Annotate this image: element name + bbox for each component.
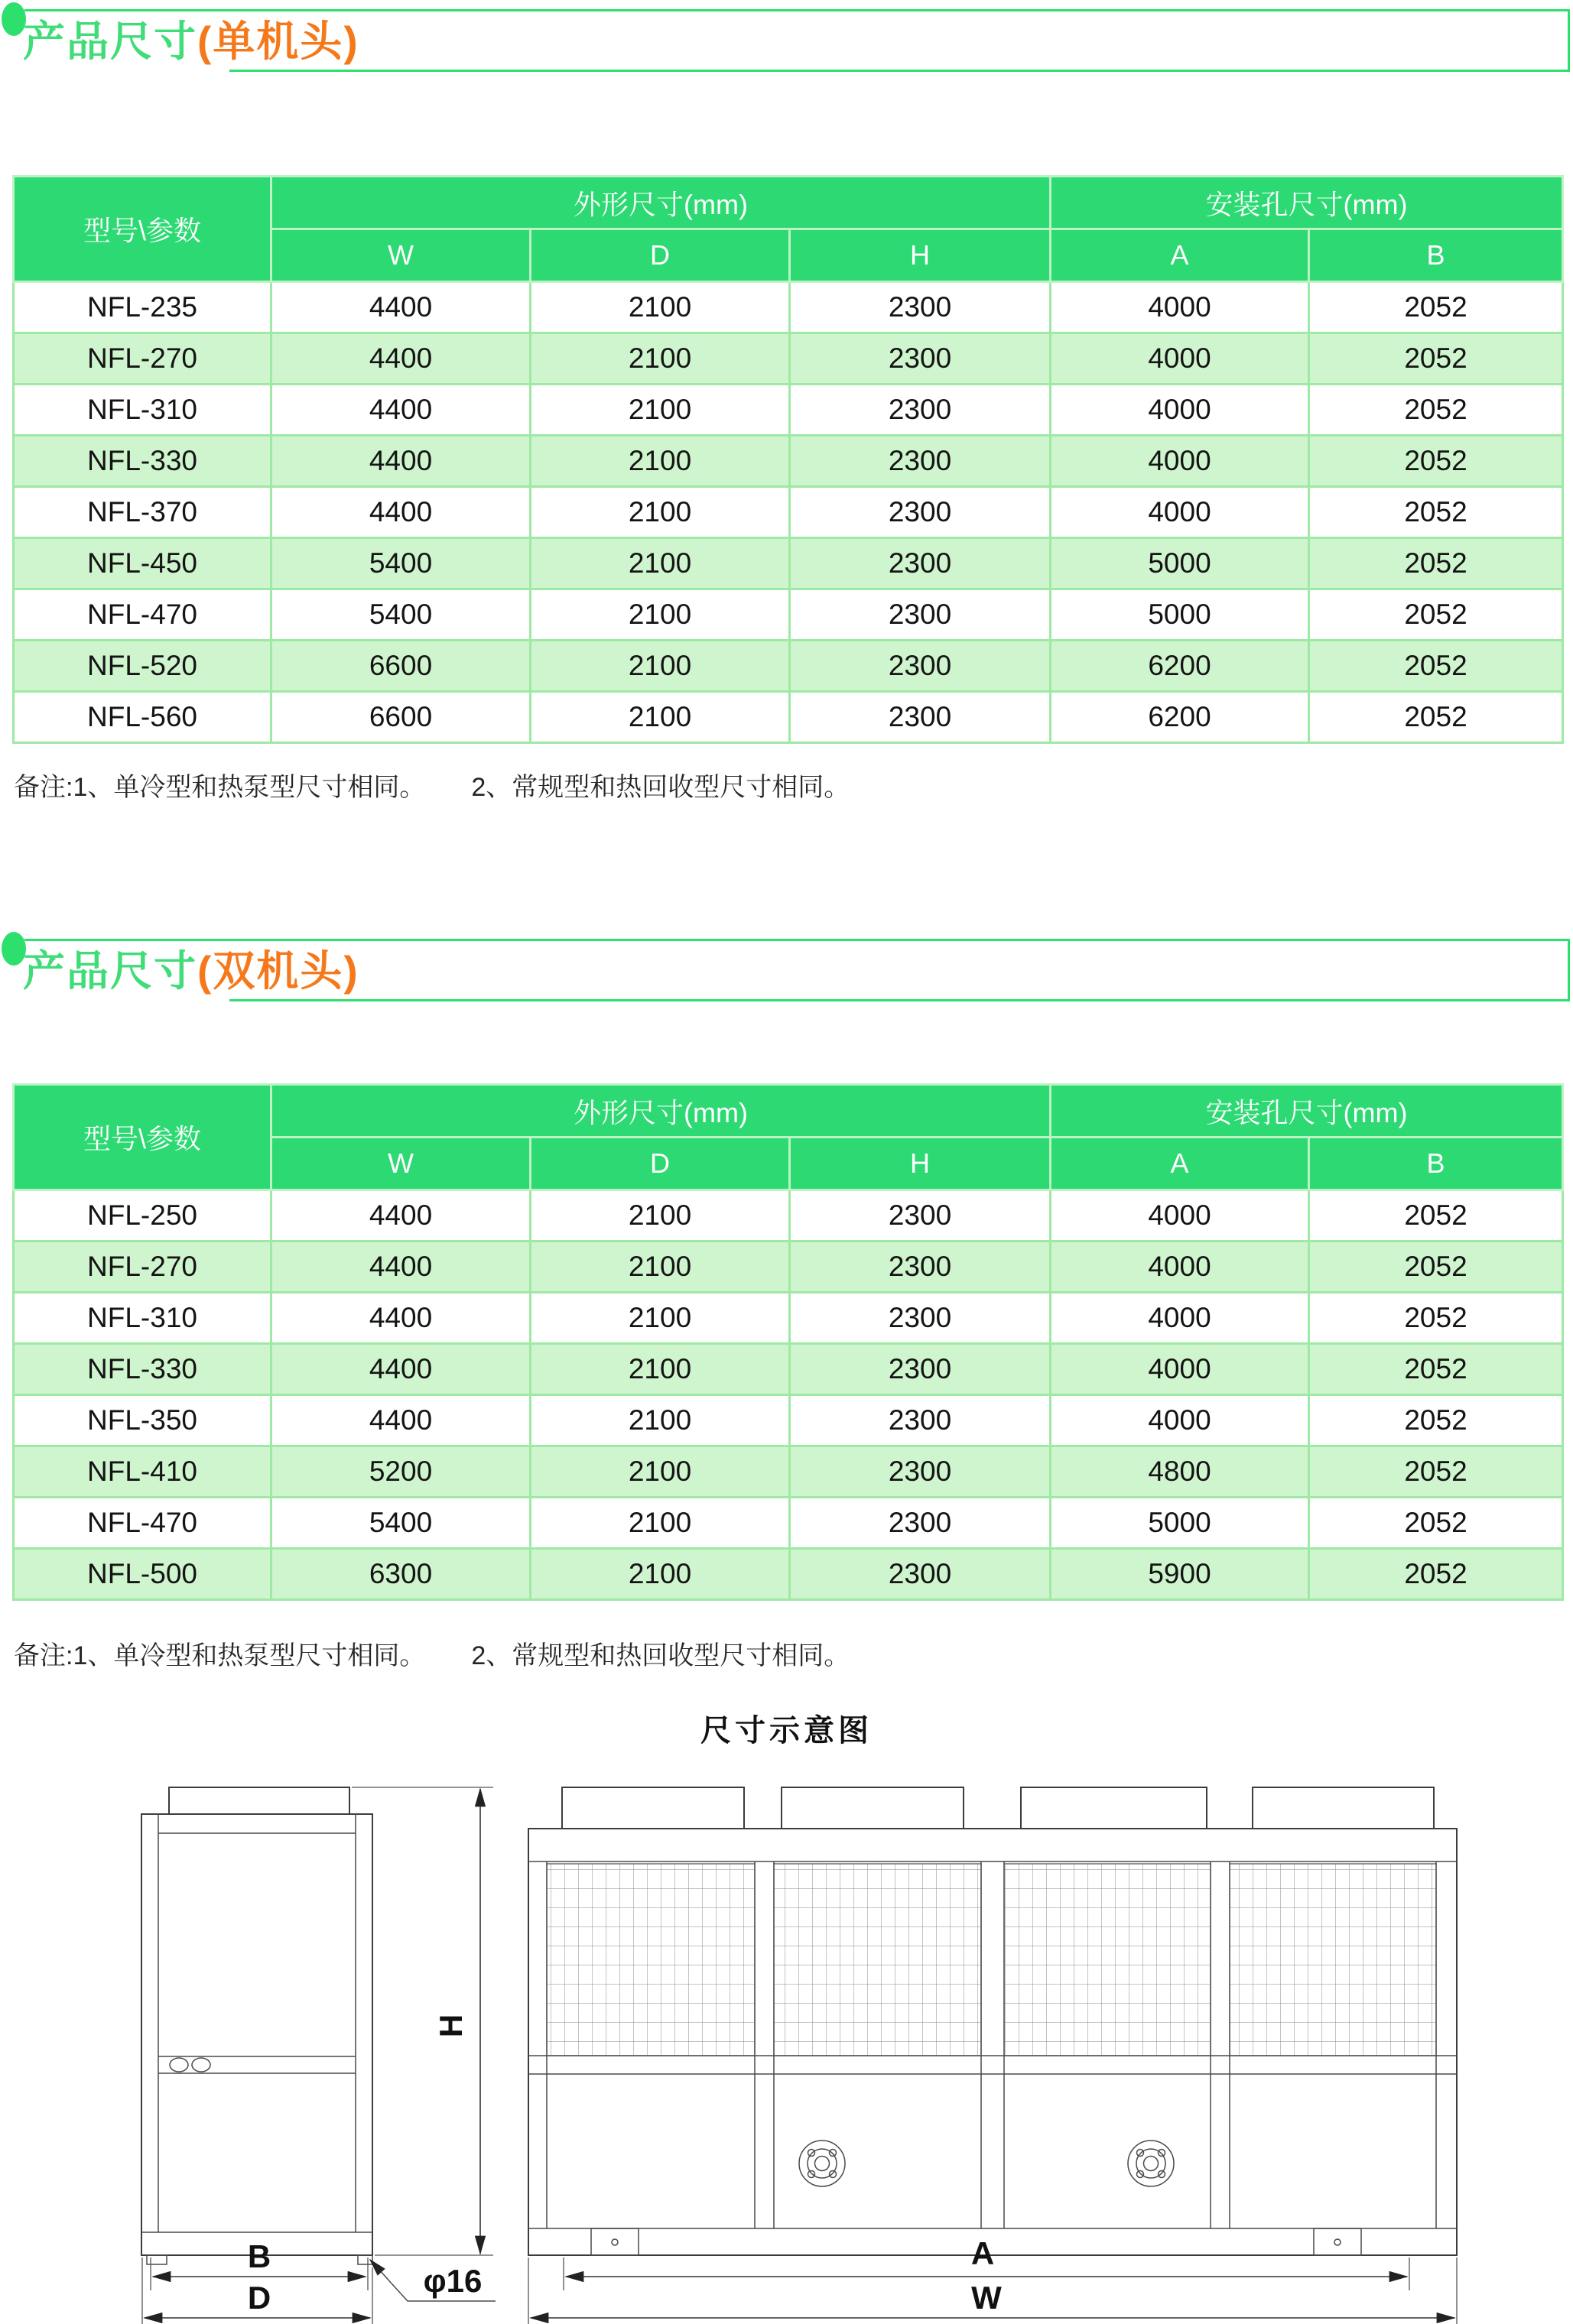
value-cell: 2100 <box>531 487 790 538</box>
col-header-a: A <box>1051 229 1309 282</box>
col-header-a: A <box>1051 1138 1309 1190</box>
value-cell: 4400 <box>271 282 531 333</box>
value-cell: 4400 <box>271 1293 531 1344</box>
model-param-header: 型号\参数 <box>14 177 271 282</box>
value-cell: 2052 <box>1309 282 1563 333</box>
model-cell: NFL-310 <box>14 385 271 436</box>
model-cell: NFL-350 <box>14 1395 271 1446</box>
value-cell: 2300 <box>790 538 1051 589</box>
value-cell: 4400 <box>271 1190 531 1242</box>
value-cell: 2052 <box>1309 1344 1563 1395</box>
table-row <box>14 641 1563 692</box>
dim-label-w: W <box>971 2280 1002 2316</box>
value-cell: 4400 <box>271 385 531 436</box>
col-header-b: B <box>1309 229 1563 282</box>
value-cell: 2100 <box>531 641 790 692</box>
outline-group-header: 外形尺寸(mm) <box>271 177 1051 229</box>
diagram-title: 尺寸示意图 <box>700 1714 873 1748</box>
foot <box>147 2255 167 2264</box>
fan-housing <box>782 1787 964 1829</box>
value-cell: 2100 <box>531 282 790 333</box>
table-row <box>14 538 1563 589</box>
dim-label-h: H <box>433 2014 469 2038</box>
value-cell: 2300 <box>790 436 1051 487</box>
model-cell: NFL-330 <box>14 1344 271 1395</box>
value-cell: 2300 <box>790 1446 1051 1498</box>
value-cell: 2052 <box>1309 1242 1563 1293</box>
section-header-double <box>0 930 1573 1021</box>
fan-housing <box>169 1787 349 1814</box>
model-cell: NFL-470 <box>14 589 271 641</box>
model-cell: NFL-370 <box>14 487 271 538</box>
dim-label-phi16: φ16 <box>423 2263 483 2299</box>
model-cell: NFL-520 <box>14 641 271 692</box>
value-cell: 4000 <box>1051 1242 1309 1293</box>
model-cell: NFL-235 <box>14 282 271 333</box>
value-cell: 4800 <box>1051 1446 1309 1498</box>
value-cell: 5400 <box>271 1498 531 1549</box>
value-cell: 4400 <box>271 436 531 487</box>
coil-mesh-panel <box>1230 1864 1436 2056</box>
value-cell: 2300 <box>790 385 1051 436</box>
water-flange <box>1128 2141 1174 2186</box>
outline-group-header: 外形尺寸(mm) <box>271 1085 1051 1138</box>
value-cell: 2300 <box>790 1242 1051 1293</box>
value-cell: 2052 <box>1309 1190 1563 1242</box>
fan-housing <box>1253 1787 1434 1829</box>
mounting-group-header: 安装孔尺寸(mm) <box>1051 177 1563 229</box>
value-cell: 2100 <box>531 333 790 385</box>
header-rule-top <box>24 9 1570 11</box>
value-cell: 2300 <box>790 1293 1051 1344</box>
model-cell: NFL-500 <box>14 1549 271 1600</box>
table-row <box>14 487 1563 538</box>
value-cell: 2100 <box>531 589 790 641</box>
header-rule-underline <box>229 70 1570 72</box>
value-cell: 2052 <box>1309 385 1563 436</box>
value-cell: 4000 <box>1051 1344 1309 1395</box>
title-text-orange: (单机头) <box>197 18 359 65</box>
value-cell: 6200 <box>1051 692 1309 743</box>
value-cell: 2100 <box>531 1344 790 1395</box>
value-cell: 2300 <box>790 1549 1051 1600</box>
header-rule-underline <box>229 999 1570 1001</box>
section-header-single <box>0 0 1573 92</box>
value-cell: 2300 <box>790 589 1051 641</box>
coil-mesh-panel <box>1004 1864 1211 2056</box>
value-cell: 2100 <box>531 692 790 743</box>
value-cell: 2052 <box>1309 1446 1563 1498</box>
value-cell: 2100 <box>531 1293 790 1344</box>
col-header-w: W <box>271 1138 531 1190</box>
remark-part-1: 备注:1、单冷型和热泵型尺寸相同。 <box>14 773 426 802</box>
value-cell: 2300 <box>790 1498 1051 1549</box>
model-cell: NFL-410 <box>14 1446 271 1498</box>
value-cell: 2052 <box>1309 1549 1563 1600</box>
table-row <box>14 1395 1563 1446</box>
value-cell: 2052 <box>1309 1293 1563 1344</box>
table-row <box>14 1190 1563 1242</box>
model-cell: NFL-560 <box>14 692 271 743</box>
value-cell: 2052 <box>1309 1498 1563 1549</box>
header-rule-right <box>1568 9 1570 72</box>
model-cell: NFL-450 <box>14 538 271 589</box>
table-row <box>14 436 1563 487</box>
model-cell: NFL-310 <box>14 1293 271 1344</box>
value-cell: 2052 <box>1309 1395 1563 1446</box>
value-cell: 6300 <box>271 1549 531 1600</box>
value-cell: 6600 <box>271 641 531 692</box>
remark-part-2: 2、常规型和热回收型尺寸相同。 <box>471 773 850 802</box>
remark-part-2: 2、常规型和热回收型尺寸相同。 <box>471 1641 850 1670</box>
table-header <box>14 1085 1563 1190</box>
title-text-green: 产品尺寸 <box>23 947 198 995</box>
mounting-foot <box>591 2228 639 2255</box>
hole-diameter-callout <box>370 2260 496 2301</box>
value-cell: 4400 <box>271 1344 531 1395</box>
remark-part-1: 备注:1、单冷型和热泵型尺寸相同。 <box>14 1641 426 1670</box>
pipe-connection <box>192 2058 210 2072</box>
value-cell: 4000 <box>1051 487 1309 538</box>
value-cell: 5400 <box>271 589 531 641</box>
fan-housing <box>562 1787 744 1829</box>
mounting-hole <box>1334 2239 1341 2245</box>
model-param-header: 型号\参数 <box>14 1085 271 1190</box>
value-cell: 2300 <box>790 487 1051 538</box>
value-cell: 2052 <box>1309 641 1563 692</box>
value-cell: 5000 <box>1051 1498 1309 1549</box>
dimensions-table-single <box>12 175 1564 744</box>
header-rule-top <box>24 939 1570 941</box>
value-cell: 2052 <box>1309 487 1563 538</box>
value-cell: 2100 <box>531 385 790 436</box>
value-cell: 2300 <box>790 641 1051 692</box>
header-rule-right <box>1568 939 1570 1001</box>
value-cell: 2052 <box>1309 538 1563 589</box>
value-cell: 4400 <box>271 1242 531 1293</box>
model-cell: NFL-270 <box>14 333 271 385</box>
pipe-connection <box>170 2058 188 2072</box>
table-row <box>14 333 1563 385</box>
mounting-group-header: 安装孔尺寸(mm) <box>1051 1085 1563 1138</box>
value-cell: 2100 <box>531 436 790 487</box>
table-row <box>14 1498 1563 1549</box>
table-body <box>14 282 1563 743</box>
value-cell: 2300 <box>790 333 1051 385</box>
table-header <box>14 177 1563 282</box>
model-cell: NFL-270 <box>14 1242 271 1293</box>
value-cell: 6600 <box>271 692 531 743</box>
value-cell: 2300 <box>790 1190 1051 1242</box>
mounting-hole <box>612 2239 618 2245</box>
table-row <box>14 385 1563 436</box>
col-header-d: D <box>531 1138 790 1190</box>
unit-body <box>141 1814 372 2255</box>
water-flange <box>799 2141 845 2186</box>
value-cell: 5900 <box>1051 1549 1309 1600</box>
value-cell: 2052 <box>1309 589 1563 641</box>
table-row <box>14 1293 1563 1344</box>
table-body <box>14 1190 1563 1600</box>
value-cell: 4000 <box>1051 385 1309 436</box>
value-cell: 2100 <box>531 538 790 589</box>
value-cell: 2052 <box>1309 333 1563 385</box>
value-cell: 2300 <box>790 1395 1051 1446</box>
side-view-drawing <box>141 1787 372 2264</box>
value-cell: 5000 <box>1051 589 1309 641</box>
value-cell: 2300 <box>790 1344 1051 1395</box>
value-cell: 4000 <box>1051 1395 1309 1446</box>
value-cell: 2052 <box>1309 436 1563 487</box>
col-header-h: H <box>790 229 1051 282</box>
front-view-drawing <box>528 1787 1457 2255</box>
value-cell: 2100 <box>531 1498 790 1549</box>
dimensions-table-double <box>12 1083 1564 1601</box>
value-cell: 5200 <box>271 1446 531 1498</box>
value-cell: 4000 <box>1051 333 1309 385</box>
value-cell: 2100 <box>531 1549 790 1600</box>
dim-label-b: B <box>247 2238 271 2274</box>
table-row <box>14 1549 1563 1600</box>
page-title-single <box>23 18 359 65</box>
table-row <box>14 1242 1563 1293</box>
table-row <box>14 282 1563 333</box>
value-cell: 2300 <box>790 692 1051 743</box>
table-row <box>14 692 1563 743</box>
value-cell: 2100 <box>531 1190 790 1242</box>
page-title-double <box>23 948 359 995</box>
col-header-b: B <box>1309 1138 1563 1190</box>
model-cell: NFL-330 <box>14 436 271 487</box>
dimension-diagram <box>0 1774 1573 2324</box>
value-cell: 2100 <box>531 1242 790 1293</box>
coil-mesh-panel <box>774 1864 981 2056</box>
dim-label-d: D <box>247 2280 271 2316</box>
value-cell: 4000 <box>1051 1293 1309 1344</box>
col-header-h: H <box>790 1138 1051 1190</box>
value-cell: 4000 <box>1051 1190 1309 1242</box>
table-row <box>14 1446 1563 1498</box>
value-cell: 4000 <box>1051 436 1309 487</box>
table-row <box>14 589 1563 641</box>
value-cell: 2300 <box>790 282 1051 333</box>
value-cell: 4000 <box>1051 282 1309 333</box>
col-header-d: D <box>531 229 790 282</box>
value-cell: 6200 <box>1051 641 1309 692</box>
title-text-orange: (双机头) <box>197 947 359 995</box>
col-header-w: W <box>271 229 531 282</box>
table-row <box>14 1344 1563 1395</box>
value-cell: 2052 <box>1309 692 1563 743</box>
title-text-green: 产品尺寸 <box>23 18 198 65</box>
model-cell: NFL-470 <box>14 1498 271 1549</box>
value-cell: 2100 <box>531 1446 790 1498</box>
value-cell: 4400 <box>271 487 531 538</box>
remark-line <box>14 766 850 803</box>
fan-housing <box>1021 1787 1207 1829</box>
dim-label-a: A <box>970 2235 995 2271</box>
mounting-foot <box>1314 2228 1361 2255</box>
value-cell: 5400 <box>271 538 531 589</box>
value-cell: 4400 <box>271 333 531 385</box>
model-cell: NFL-250 <box>14 1190 271 1242</box>
coil-mesh-panel <box>547 1864 755 2056</box>
value-cell: 5000 <box>1051 538 1309 589</box>
remark-line <box>14 1634 850 1672</box>
value-cell: 4400 <box>271 1395 531 1446</box>
value-cell: 2100 <box>531 1395 790 1446</box>
